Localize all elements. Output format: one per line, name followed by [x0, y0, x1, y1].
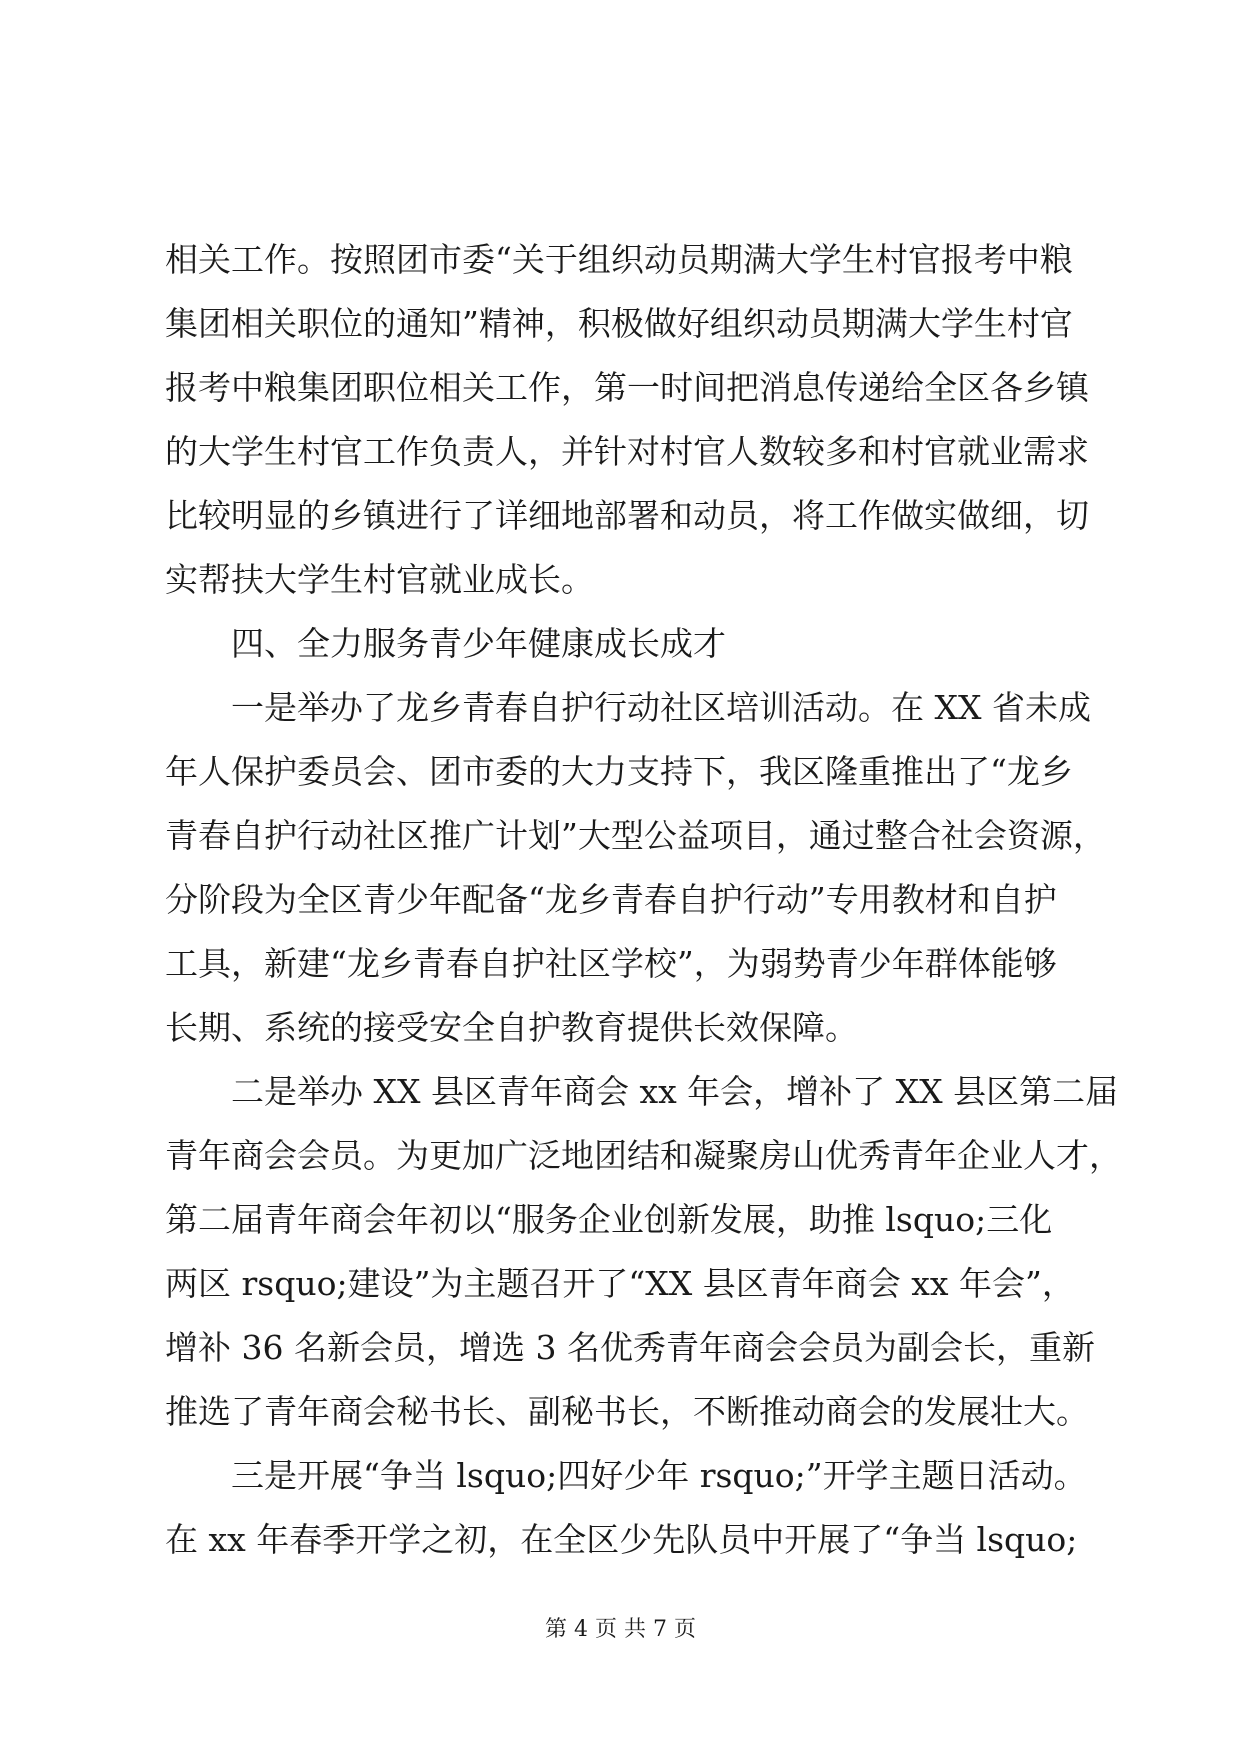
text-line: 第二届青年商会年初以“服务企业创新发展，助推 lsquo;三化 — [165, 1200, 1053, 1239]
text-line: 二是举办 XX 县区青年商会 xx 年会，增补了 XX 县区第二届 — [231, 1072, 1119, 1111]
text-line: 长期、系统的接受安全自护教育提供长效保障。 — [165, 1008, 858, 1047]
text-line: 两区 rsquo;建设”为主题召开了“XX 县区青年商会 xx 年会”， — [165, 1264, 1075, 1303]
text-line: 比较明显的乡镇进行了详细地部署和动员，将工作做实做细，切 — [165, 496, 1089, 535]
text-line: 推选了青年商会秘书长、副秘书长，不断推动商会的发展壮大。 — [165, 1392, 1089, 1431]
text-line: 青春自护行动社区推广计划”大型公益项目，通过整合社会资源， — [165, 816, 1106, 855]
text-line: 实帮扶大学生村官就业成长。 — [165, 560, 594, 599]
page-footer: 第 4 页 共 7 页 — [545, 1617, 696, 1642]
text-line: 增补 36 名新会员，增选 3 名优秀青年商会会员为副会长，重新 — [165, 1328, 1095, 1367]
text-line: 青年商会会员。为更加广泛地团结和凝聚房山优秀青年企业人才， — [165, 1136, 1122, 1175]
text-line: 年人保护委员会、团市委的大力支持下，我区隆重推出了“龙乡 — [165, 752, 1073, 791]
text-line: 集团相关职位的通知”精神，积极做好组织动员期满大学生村官 — [165, 304, 1073, 343]
text-line: 一是举办了龙乡青春自护行动社区培训活动。在 XX 省未成 — [231, 688, 1091, 727]
text-line: 工具，新建“龙乡青春自护社区学校”，为弱势青少年群体能够 — [165, 944, 1057, 983]
text-line: 相关工作。按照团市委“关于组织动员期满大学生村官报考中粮 — [165, 240, 1073, 279]
text-line: 报考中粮集团职位相关工作，第一时间把消息传递给全区各乡镇 — [165, 368, 1089, 407]
section-heading: 四、全力服务青少年健康成长成才 — [231, 624, 726, 663]
document-body — [165, 228, 1122, 1572]
text-line: 的大学生村官工作负责人，并针对村官人数较多和村官就业需求 — [165, 432, 1089, 471]
text-line: 三是开展“争当 lsquo;四好少年 rsquo;”开学主题日活动。 — [231, 1456, 1087, 1495]
text-line: 分阶段为全区青少年配备“龙乡青春自护行动”专用教材和自护 — [165, 880, 1057, 919]
text-line: 在 xx 年春季开学之初，在全区少先队员中开展了“争当 lsquo; — [165, 1520, 1078, 1559]
